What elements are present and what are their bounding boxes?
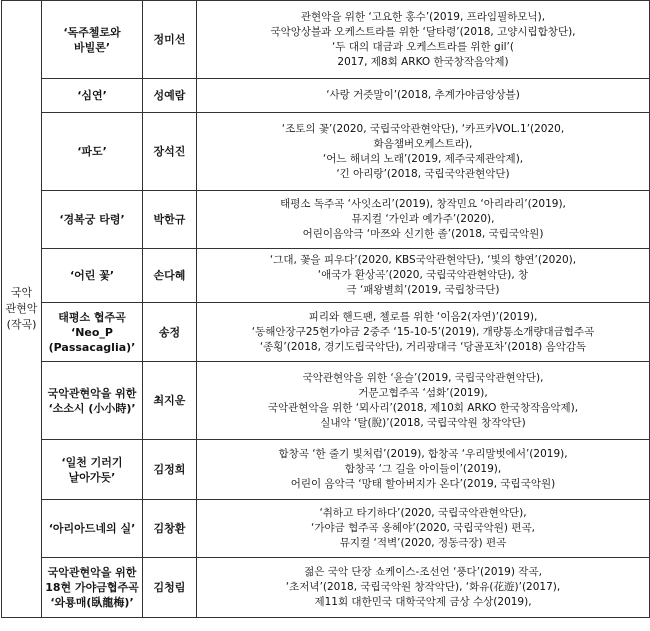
- composer-name: 김청림: [143, 558, 197, 618]
- work-title-line: 국악관현악을 위한: [47, 386, 137, 400]
- table-row: [2, 1, 650, 79]
- work-title-line: ‘일천 기러기: [61, 455, 123, 469]
- work-title: [42, 79, 143, 113]
- work-line: 젊은 국악 단장 쇼케이스-조선언 ‘풍다’(2019) 작곡,: [304, 566, 542, 578]
- work-line: 국악앙상블과 오케스트라를 위한 ‘달타령’(2018, 고양시립합창단),: [270, 25, 576, 38]
- work-title: [42, 440, 143, 500]
- table-row: [2, 558, 650, 618]
- work-line: 합창곡 ‘그 길을 아이들이’(2019),: [344, 463, 502, 475]
- work-line: ‘그대, 꽃을 피우다’(2020, KBS국악관현악단), ‘빛의 향연’(2020),: [269, 254, 577, 266]
- work-title-line: ‘경복궁 타령’: [59, 213, 125, 226]
- work-title-line: ‘아리아드네의 실’: [48, 522, 136, 535]
- work-title: [42, 500, 143, 558]
- work-title: [42, 113, 143, 191]
- work-line: 관현악을 위한 ‘고요한 홍수’(2019, 프라임필하모닉),: [300, 10, 546, 23]
- work-line: 국악관현악을 위한 ‘윤슬’(2019, 국립국악관현악단),: [302, 371, 544, 384]
- work-title-line: ‘파도’: [77, 145, 107, 158]
- works-list: [197, 191, 650, 249]
- table-row: [2, 362, 650, 440]
- work-title-line: ‘와룡매(臥龍梅)’: [50, 596, 134, 609]
- works-list: [197, 249, 650, 303]
- work-line: ‘취하고 타기하다’(2020, 국립국악관현악단),: [319, 507, 527, 519]
- work-title-line: 바빌론’: [73, 40, 111, 54]
- work-title-line: 18현 가야금협주곡: [45, 581, 139, 594]
- work-title-line: 국악관현악을 위한: [47, 566, 137, 579]
- works-list: [197, 113, 650, 191]
- work-line: 국악관현악을 위한 ‘뫼사리’(2018, 제10회 ARKO 한국창작음악제),: [267, 401, 579, 414]
- table-row: [2, 303, 650, 362]
- work-line: 어린이음악극 ‘마쯔와 신기한 졸’(2018, 국립국악원): [302, 228, 544, 240]
- table-row: [2, 113, 650, 191]
- work-line: 실내악 ‘탈(脫)’(2018, 국립국악원 창작악단): [320, 416, 526, 429]
- work-line: 태평소 독주곡 ‘사잇소리’(2019), 창작민요 ‘아리라리’(2019),: [280, 198, 566, 210]
- work-line: ‘긴 아리랑’(2018, 국립국악관현악단): [336, 167, 510, 180]
- composer-name: 손다혜: [143, 249, 197, 303]
- work-line: 2017, 제8회 ARKO 한국창작음악제): [337, 55, 509, 68]
- work-line: ‘사랑 거즛말이’(2018, 추계가야금앙상블): [326, 89, 520, 101]
- work-title: [42, 249, 143, 303]
- composer-name: 장석진: [143, 113, 197, 191]
- work-line: 합창곡 ‘한 줄기 빛처럼’(2019), 합창곡 ‘우리말벗에서’(2019),: [278, 448, 568, 460]
- category-label: 관현악: [5, 302, 38, 315]
- work-line: ‘애국가 환상곡’(2020, 국립국악관현악단), 창: [317, 269, 529, 281]
- composer-name: 송정: [143, 303, 197, 362]
- category-label: (작곡): [6, 318, 37, 331]
- composer-table: [1, 0, 650, 618]
- work-line: 거문고협주곡 ‘섬화’(2019),: [358, 386, 488, 399]
- work-title: [42, 303, 143, 362]
- works-list: [197, 1, 650, 79]
- work-line: ‘동해안장구25현가야금 2중주 ‘15-10-5’(2019), 개량통소개량대금협주곡: [251, 325, 595, 338]
- work-title-line: ‘Neo_P: [71, 325, 113, 339]
- work-line: 뮤지컬 ‘가인과 예가주’(2020),: [351, 213, 495, 225]
- composer-name: 김창환: [143, 500, 197, 558]
- work-title: [42, 1, 143, 79]
- composer-name: 성예람: [143, 79, 197, 113]
- table-row: [2, 79, 650, 113]
- work-title: [42, 362, 143, 440]
- work-line: ‘종횡’(2018, 경기도립국악단), 거리광대극 ‘당골포차’(2018) 음악감독: [259, 340, 587, 353]
- works-list: [197, 79, 650, 113]
- work-title-line: 태평소 협주곡: [58, 310, 126, 324]
- work-title: [42, 191, 143, 249]
- category-cell: [2, 1, 42, 618]
- table-row: [2, 249, 650, 303]
- work-line: ‘초저녁’(2018, 국립국악원 창작악단), ‘화유(花遊)’(2017),: [285, 581, 561, 593]
- works-list: [197, 303, 650, 362]
- work-line: 화음챔버오케스트라),: [373, 137, 473, 150]
- works-list: [197, 558, 650, 618]
- composer-name: 정미선: [143, 1, 197, 79]
- work-title-line: ‘독주첼로와: [63, 25, 121, 39]
- table-row: [2, 500, 650, 558]
- work-title-line: ‘어린 꽃’: [69, 269, 115, 282]
- work-line: ‘조토의 꽃’(2020, 국립국악관현악단), ‘카프카VOL.1’(2020,: [281, 122, 565, 135]
- work-line: 피리와 핸드팬, 첼로를 위한 ‘이음2(자연)’(2019),: [308, 310, 538, 323]
- composer-name: 최지운: [143, 362, 197, 440]
- work-title-line: ‘심연’: [77, 89, 107, 102]
- work-line: 제11회 대한민국 대학국악제 금상 수상(2019),: [314, 596, 532, 608]
- work-line: ‘어느 해녀의 노래’(2019, 제주국제관악제),: [322, 152, 524, 165]
- category-label: 국악: [10, 286, 33, 299]
- work-title-line: 날아가듯’: [68, 470, 116, 484]
- work-line: 뮤지컬 ‘적벽’(2020, 정동극장) 편곡: [339, 537, 507, 549]
- work-line: ‘두 대의 대금과 오케스트라를 위한 gil’(: [332, 40, 514, 53]
- works-list: [197, 440, 650, 500]
- work-line: 극 ‘패왕별희’(2019, 국립창극단): [346, 284, 500, 296]
- works-list: [197, 500, 650, 558]
- work-title: [42, 558, 143, 618]
- composer-name: 김정희: [143, 440, 197, 500]
- table-row: [2, 440, 650, 500]
- work-line: ‘가야금 협주곡 옹헤야’(2020, 국립국악원) 편곡,: [311, 522, 535, 534]
- work-title-line: ‘소소시 (小小時)’: [48, 401, 136, 415]
- table-row: [2, 191, 650, 249]
- work-line: 어린이 음악극 ‘망태 할아버지가 온다’(2019, 국립국악원): [290, 478, 556, 490]
- works-list: [197, 362, 650, 440]
- composer-name: 박한규: [143, 191, 197, 249]
- work-title-line: (Passacaglia)’: [48, 340, 136, 354]
